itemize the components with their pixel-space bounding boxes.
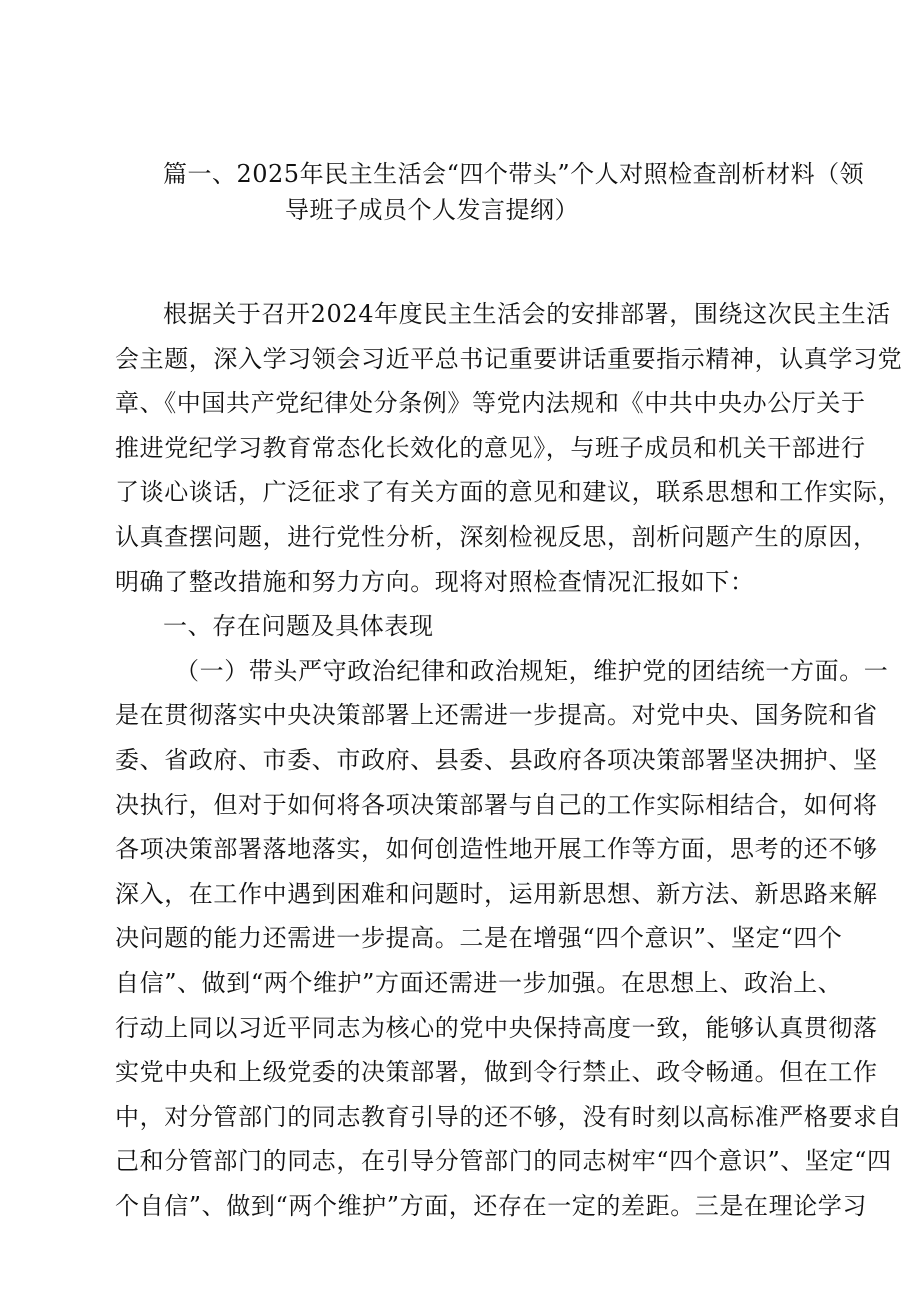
paragraph-line: 中，对分管部门的同志教育引导的还不够，没有时刻以高标准严格要求自 <box>115 1102 903 1131</box>
paragraph-line: 明确了整改措施和努力方向。现将对照检查情况汇报如下： <box>115 567 755 596</box>
paragraph-line: 决问题的能力还需进一步提高。二是在增强“四个意识”、坚定“四个 <box>115 924 843 953</box>
section-heading: 一、存在问题及具体表现 <box>163 612 434 641</box>
subsection-line: （一）带头严守政治纪律和政治规矩，维护党的团结统一方面。一 <box>175 656 889 685</box>
paragraph-line: 深入，在工作中遇到困难和问题时，运用新思想、新方法、新思路来解 <box>115 879 878 908</box>
title-line: 篇一、2025年民主生活会“四个带头”个人对照检查剖析材料（领 <box>163 160 865 188</box>
document-title <box>118 156 865 228</box>
paragraph-line: 是在贯彻落实中央决策部署上还需进一步提高。对党中央、国务院和省 <box>115 701 878 730</box>
paragraph-line: 根据关于召开2024年度民主生活会的安排部署，围绕这次民主生活 <box>163 300 891 328</box>
paragraph-line: 自信”、做到“两个维护”方面还需进一步加强。在思想上、政治上、 <box>115 968 843 997</box>
paragraph-line: 个自信”、做到“两个维护”方面，还存在一定的差距。三是在理论学习 <box>115 1191 868 1220</box>
paragraph-line: 章、《中国共产党纪律处分条例》等党内法规和《中共中央办公厅关于 <box>115 389 866 418</box>
paragraph-line: 实党中央和上级党委的决策部署，做到令行禁止、政令畅通。但在工作 <box>115 1058 878 1087</box>
paragraph-line: 行动上同以习近平同志为核心的党中央保持高度一致，能够认真贯彻落 <box>115 1013 878 1042</box>
paragraph-line: 各项决策部署落地落实，如何创造性地开展工作等方面，思考的还不够 <box>115 835 878 864</box>
paragraph-line: 委、省政府、市委、市政府、县委、县政府各项决策部署坚决拥护、坚 <box>115 745 878 774</box>
paragraph-line: 决执行，但对于如何将各项决策部署与自己的工作实际相结合，如何将 <box>115 790 878 819</box>
title-line: 导班子成员个人发言提纲） <box>285 196 579 224</box>
paragraph-line: 了谈心谈话，广泛征求了有关方面的意见和建议，联系思想和工作实际， <box>115 478 903 507</box>
document-body <box>115 292 903 1228</box>
paragraph-line: 认真查摆问题，进行党性分析，深刻检视反思，剖析问题产生的原因， <box>115 522 878 551</box>
paragraph-line: 推进党纪学习教育常态化长效化的意见》，与班子成员和机关干部进行 <box>115 433 866 462</box>
paragraph-line: 己和分管部门的同志，在引导分管部门的同志树牢“四个意识”、坚定“四 <box>115 1147 892 1176</box>
paragraph-line: 会主题，深入学习领会习近平总书记重要讲话重要指示精神，认真学习党 <box>115 344 903 373</box>
